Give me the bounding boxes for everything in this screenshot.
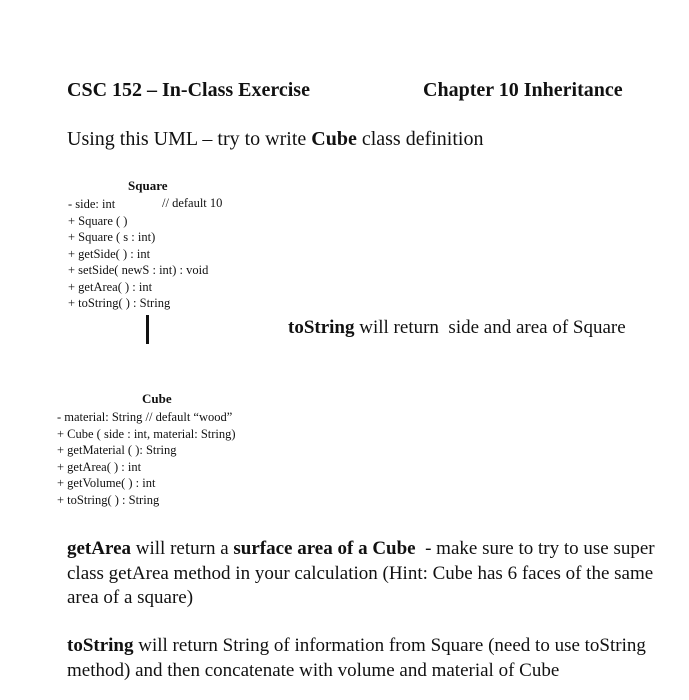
tostring-keyword: toString <box>67 635 134 656</box>
getarea-rest: - make sure to try to use super class getArea method in your calculation (Hint: Cube has 6 faces of the same area of a square) <box>67 538 660 608</box>
instruction-text <box>67 128 483 151</box>
square-method: + toString( ) : String <box>68 296 171 310</box>
tostring-square-keyword: toString <box>288 317 355 338</box>
square-method: + getSide( ) : int <box>68 246 151 261</box>
instruction-prefix: Using this UML – try to write <box>67 128 312 150</box>
cube-method: + toString( ) : String <box>57 492 160 507</box>
getarea-emphasis: surface area of a Cube <box>233 538 416 559</box>
square-uml-title: Square <box>128 178 168 193</box>
cube-method: + Cube ( side : int, material: String) <box>57 426 236 441</box>
instruction-suffix: class definition <box>356 128 484 150</box>
cube-attribute: - material: String // default “wood” <box>57 410 233 424</box>
tostring-square-text: will return side and area of Square <box>354 317 626 338</box>
square-method: + setSide( newS : int) : void <box>68 263 209 277</box>
tostring-rest: will return String of information from Square (need to use toString method) and then concatenate with volume and material of Cube <box>67 635 646 681</box>
cube-method: + getMaterial ( ): String <box>57 443 177 457</box>
getarea-keyword: getArea <box>67 538 132 559</box>
square-uml-body <box>68 196 208 312</box>
getarea-middle: will return a <box>131 538 234 559</box>
instruction-class-name: Cube <box>311 128 357 150</box>
header-course-title: CSC 152 – In-Class Exercise <box>67 79 310 101</box>
tostring-paragraph <box>67 634 677 683</box>
cube-method: + getArea( ) : int <box>57 459 142 474</box>
square-method: + getArea( ) : int <box>68 279 153 294</box>
header-chapter-title: Chapter 10 Inheritance <box>423 79 623 101</box>
inheritance-connector-line <box>146 315 149 344</box>
square-attribute: - side: int <box>68 197 116 211</box>
cube-uml-body <box>57 409 236 508</box>
cube-method: + getVolume( ) : int <box>57 476 156 490</box>
square-attribute-comment: // default 10 <box>162 196 223 210</box>
square-method: + Square ( ) <box>68 213 128 228</box>
square-method: + Square ( s : int) <box>68 230 156 244</box>
cube-uml-title: Cube <box>142 391 172 406</box>
tostring-square-note <box>288 317 626 339</box>
getarea-paragraph <box>67 537 677 611</box>
